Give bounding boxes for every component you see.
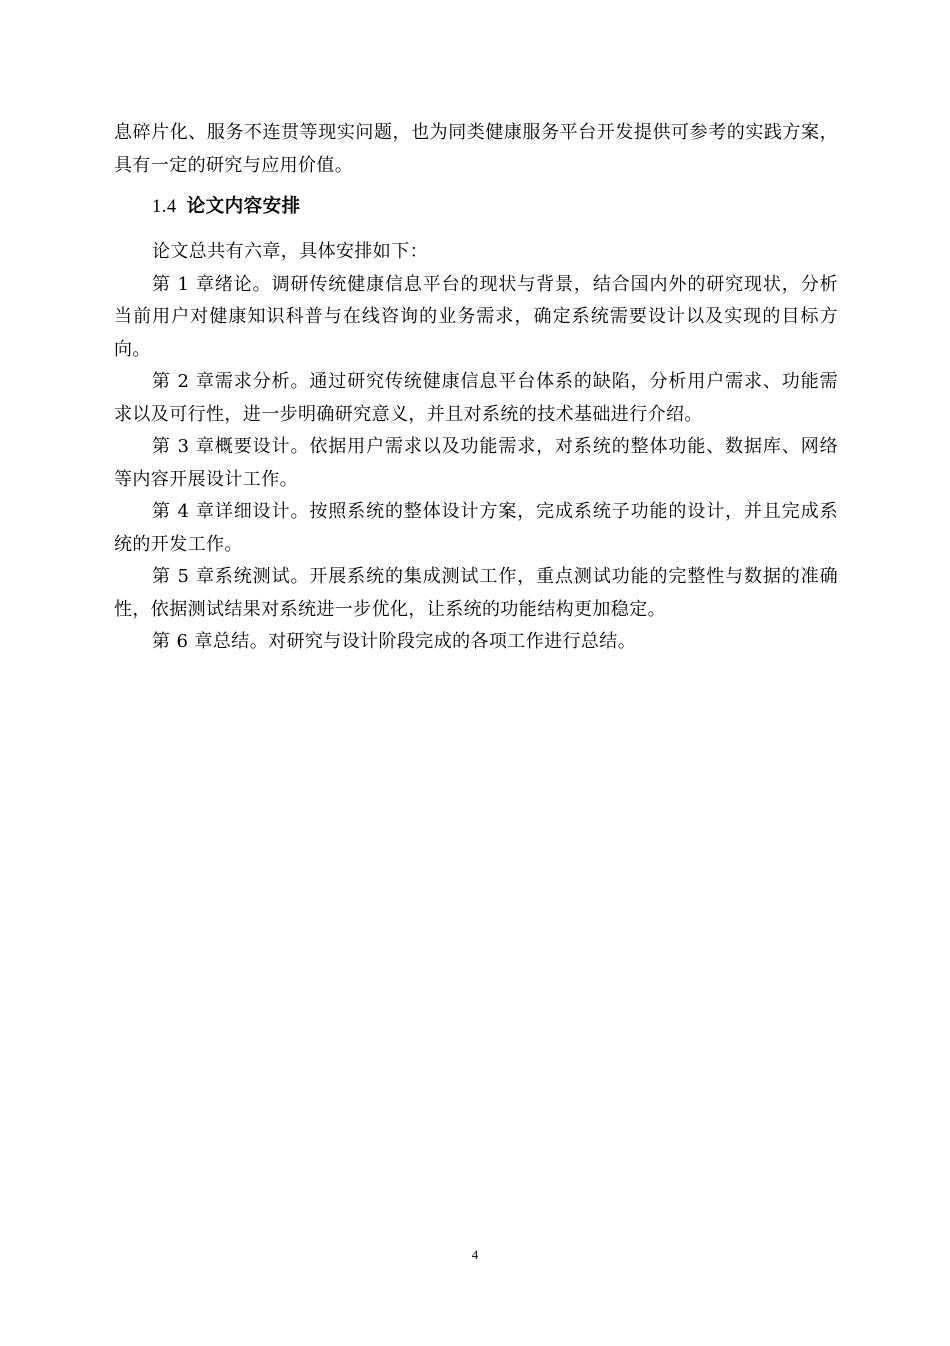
section-title: 论文内容安排 (186, 196, 301, 217)
page-body (114, 117, 838, 659)
chapter-4-paragraph: 第 4 章详细设计。按照系统的整体设计方案，完成系统子功能的设计，并且完成系统的开发工作。 (114, 501, 838, 555)
section-intro: 论文总共有六章，具体安排如下： (152, 241, 428, 262)
page-number: 4 (471, 1247, 479, 1262)
chapter-3-paragraph: 第 3 章概要设计。依据用户需求以及功能需求，对系统的整体功能、数据库、网络等内容开展设计工作。 (114, 436, 838, 490)
section-heading (114, 190, 838, 224)
chapter-5-paragraph: 第 5 章系统测试。开展系统的集成测试工作，重点测试功能的完整性与数据的准确性，依据测试结果对系统进一步优化，让系统的功能结构更加稳定。 (114, 566, 838, 620)
chapter-2-paragraph: 第 2 章需求分析。通过研究传统健康信息平台体系的缺陷，分析用户需求、功能需求以及可行性，进一步明确研究意义，并且对系统的技术基础进行介绍。 (114, 371, 838, 425)
section-number: 1.4 (152, 197, 177, 217)
chapter-6-paragraph: 第 6 章总结。对研究与设计阶段完成的各项工作进行总结。 (152, 631, 637, 652)
chapter-1-paragraph: 第 1 章绪论。调研传统健康信息平台的现状与背景，结合国内外的研究现状，分析当前用户对健康知识科普与在线咨询的业务需求，确定系统需要设计以及实现的目标方向。 (114, 273, 838, 360)
continued-paragraph: 息碎片化、服务不连贯等现实问题，也为同类健康服务平台开发提供可参考的实践方案，具有一定的研究与应用价值。 (114, 122, 838, 176)
